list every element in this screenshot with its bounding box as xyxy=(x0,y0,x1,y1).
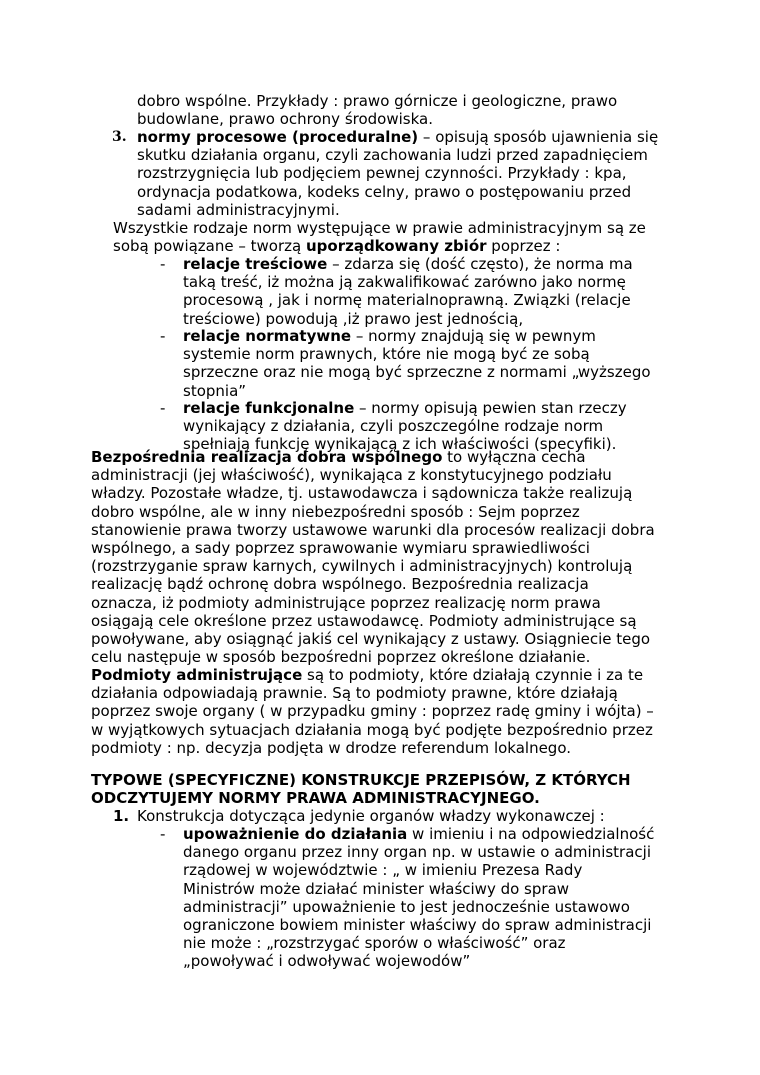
term-relation: relacje treściowe xyxy=(183,255,328,273)
text-line: relacje treściowe – zdarza się (dość często), że norma ma xyxy=(183,255,633,273)
list-dash: - xyxy=(160,255,166,273)
text-line: powoływane, aby osiągnąć jakiś cel wynikający z ustawy. Osiągniecie tego xyxy=(91,629,651,648)
text-line: (rozstrzyganie spraw karnych, cywilnych i administracyjnych) kontrolują xyxy=(91,557,633,576)
text-line: osiągają cele określone przez ustawodawcę. Podmioty administrujące są xyxy=(91,611,637,630)
text-line: poprzez swoje organy ( w przypadku gminy : poprzez radę gminy i wójta) – xyxy=(91,702,654,721)
text-line: w wyjątkowych sytuacjach działania mogą być podjęte bezpośrednio przez xyxy=(91,720,653,739)
heading-line: TYPOWE (SPECYFICZNE) KONSTRUKCJE PRZEPISÓW, Z KTÓRYCH xyxy=(91,771,631,789)
text-line: skutku działania organu, czyli zachowania ludzi przed zapadnięciem xyxy=(137,146,648,165)
heading-line: ODCZYTUJEMY NORMY PRAWA ADMINISTRACYJNEGO. xyxy=(91,789,540,808)
text-line: sadami administracyjnymi. xyxy=(137,200,340,219)
text-line: podmioty : np. decyzja podjęta w drodze referendum lokalnego. xyxy=(91,738,572,757)
text-line: oznacza, iż podmioty administrujące poprzez realizację norm prawa xyxy=(91,593,601,612)
text-line: administracji” upoważnienie to jest jednocześnie ustawowo xyxy=(183,897,630,916)
text-line: władzy. Pozostałe władze, tj. ustawodawcza i sądownicza także realizują xyxy=(91,484,633,503)
term-relation: relacje funkcjonalne xyxy=(183,399,355,417)
text-line: Wszystkie rodzaje norm występujące w prawie administracyjnym są ze xyxy=(113,219,646,237)
text-line: Konstrukcja dotycząca jedynie organów władzy wykonawczej : xyxy=(137,807,605,825)
text-line: administracji (jej właściwość), wynikająca z konstytucyjnego podziału xyxy=(91,466,612,485)
text-line: treściowe) powodują ,iż prawo jest jednością, xyxy=(183,309,524,328)
text-line: realizację bądź ochronę dobra wspólnego. Bezpośrednia realizacja xyxy=(91,575,589,594)
text-line: celu następuje w sposób bezpośredni poprzez określone działanie. xyxy=(91,648,591,667)
text-line: systemie norm prawnych, które nie mogą być ze sobą xyxy=(183,345,590,364)
text-line: sobą powiązane – tworzą uporządkowany zbiór poprzez : xyxy=(113,237,561,256)
text-line: wspólnego, a sady poprzez sprawowanie wymiaru sprawiedliwości xyxy=(91,538,590,557)
text-line: danego organu przez inny organ np. w ustawie o administracji xyxy=(183,843,651,862)
text-line: Bezpośrednia realizacja dobra wspólnego to wyłączna cecha xyxy=(91,448,586,466)
text-line: taką treść, iż można ją zakwalifikować zarówno jako normę xyxy=(183,273,626,292)
text-line: spełniają funkcję wynikającą z ich właściwości (specyfiki). xyxy=(183,435,617,454)
text-line: dobro wspólne, ale w inny niebezpośredni sposób : Sejm poprzez xyxy=(91,502,580,521)
intro-paragraph xyxy=(113,219,646,255)
construction-1 xyxy=(137,807,605,825)
text-line: sprzeczne oraz nie mogą być sprzeczne z normami „wyższego xyxy=(183,363,651,382)
section-heading xyxy=(91,771,631,807)
term-ordered-set: uporządkowany zbiór xyxy=(305,237,487,256)
list-number: 1. xyxy=(113,807,130,825)
text-line: upoważnienie do działania w imieniu i na odpowiedzialność xyxy=(183,825,655,843)
term-procedural-norms: normy procesowe (proceduralne) xyxy=(137,128,419,146)
list-dash: - xyxy=(160,399,166,417)
text-line: dobro wspólne. Przykłady : prawo górnicze i geologiczne, prawo xyxy=(137,92,618,110)
text-line: rozstrzygnięcia lub podjęciem pewnej czynności. Przykłady : kpa, xyxy=(137,164,627,183)
text-line: działania odpowiadają prawnie. Są to podmioty prawne, które działają xyxy=(91,684,618,703)
text-line: stopnia” xyxy=(183,381,247,400)
relation-content xyxy=(183,255,633,328)
list-number: 3. xyxy=(112,129,127,145)
text-line: wynikający z działania, czyli poszczególne rodzaje norm xyxy=(183,417,604,436)
term-administering-subjects: Podmioty administrujące xyxy=(91,666,303,684)
paragraph-administering-subjects xyxy=(91,666,654,757)
relation-functional xyxy=(183,399,627,454)
term-authorization: upoważnienie do działania xyxy=(183,825,408,843)
list-dash: - xyxy=(160,825,166,843)
text-line: rządowej w województwie : „ w imieniu Prezesa Rady xyxy=(183,861,583,880)
text-line: nie może : „rozstrzygać sporów o właściwość” oraz xyxy=(183,934,566,953)
text-line: budowlane, prawo ochrony środowiska. xyxy=(137,110,433,129)
text-line: relacje normatywne – normy znajdują się w pewnym xyxy=(183,327,596,345)
list-dash: - xyxy=(160,327,166,345)
text-line: ordynacja podatkowa, kodeks celny, prawo o postępowaniu przed xyxy=(137,182,632,201)
authorization-item xyxy=(183,825,654,971)
text-line: Ministrów może działać minister właściwy do spraw xyxy=(183,879,570,898)
text-line: Podmioty administrujące są to podmioty, które działają czynnie i za te xyxy=(91,666,644,684)
text-line: procesową , jak i normę materialnoprawną. Związki (relacje xyxy=(183,291,631,310)
paragraph-direct-realization xyxy=(91,448,655,666)
text-line: „powoływać i odwoływać wojewodów” xyxy=(183,952,471,971)
term-direct-realization: Bezpośrednia realizacja dobra wspólnego xyxy=(91,448,443,466)
item2-continuation xyxy=(137,92,617,128)
text-line: stanowienie prawa tworzy ustawowe warunki dla procesów realizacji dobra xyxy=(91,520,655,539)
item3-procedural-norms xyxy=(137,128,658,219)
relation-normative xyxy=(183,327,651,400)
text-line: relacje funkcjonalne – normy opisują pewien stan rzeczy xyxy=(183,399,627,417)
text-line: ograniczone bowiem minister właściwy do spraw administracji xyxy=(183,915,652,934)
term-relation: relacje normatywne xyxy=(183,327,352,345)
text-line: normy procesowe (proceduralne) – opisują sposób ujawnienia się xyxy=(137,128,659,146)
